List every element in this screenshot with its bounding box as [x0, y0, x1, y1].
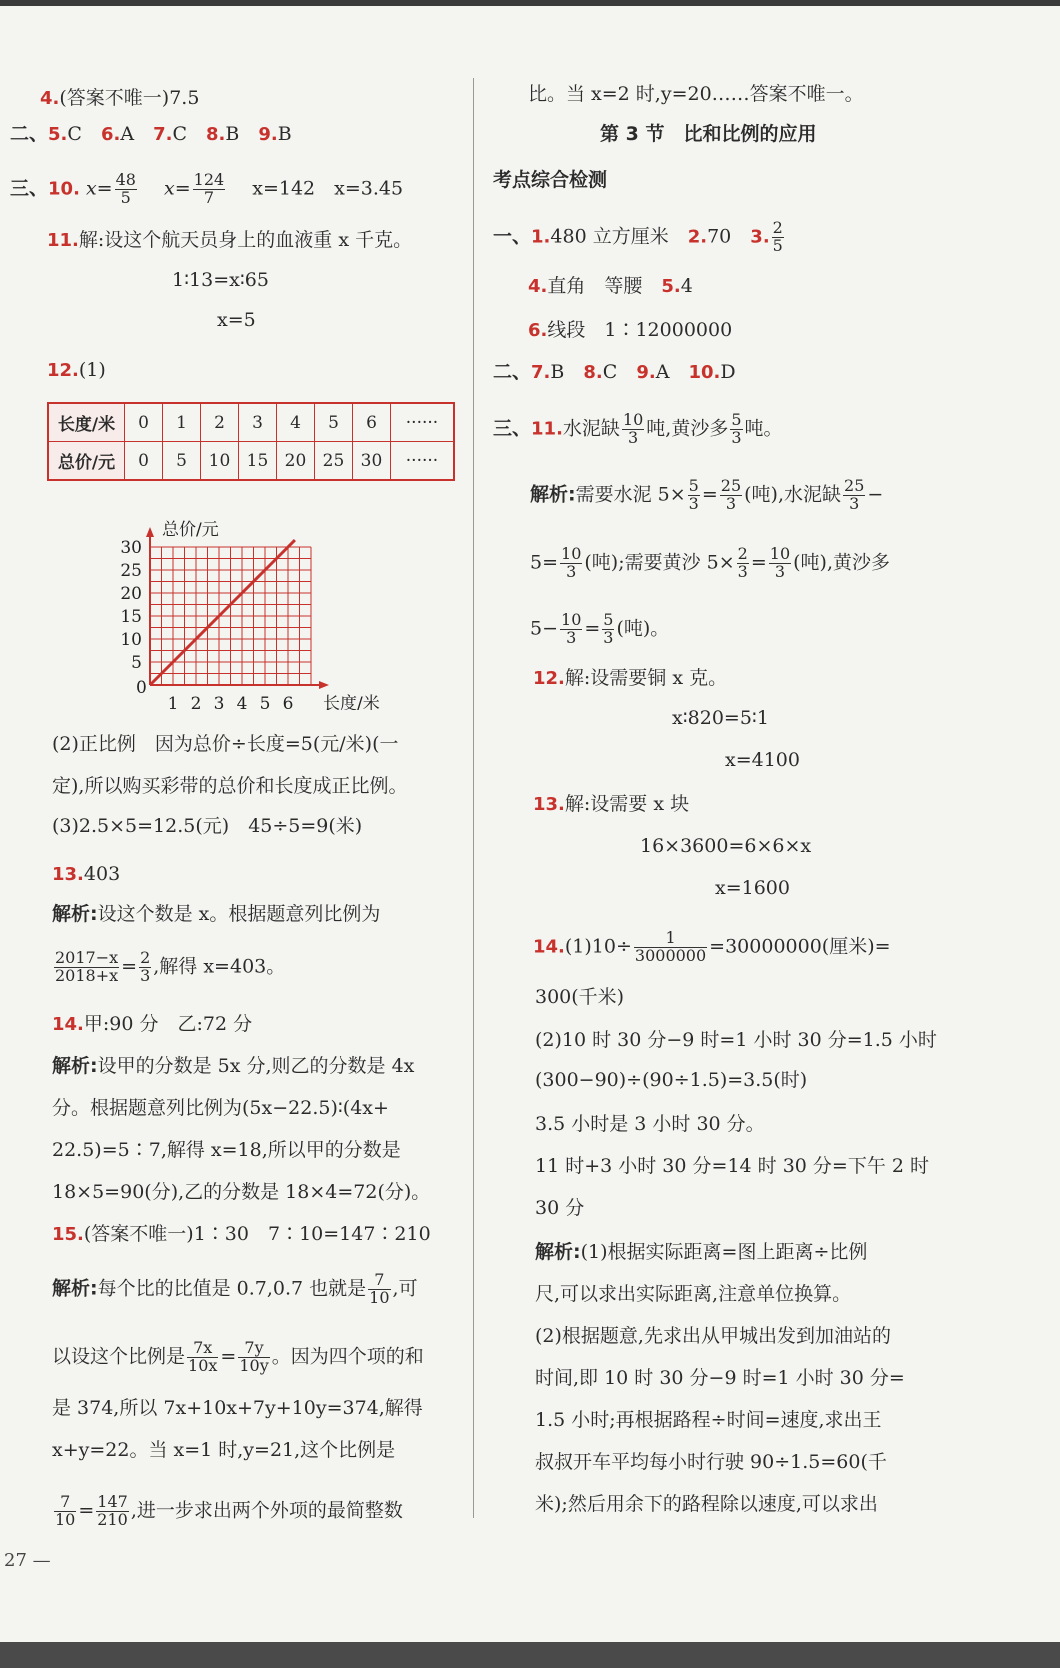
y-tick-label: 10 — [120, 630, 142, 650]
left-q13-formula: $\frac{2017-x}{2018+x}$ = $\frac{2}{3}$ ,解得 x=403。 — [55, 948, 286, 985]
scan-edge-bottom — [0, 1642, 1060, 1668]
right-q11-explain-2: 5= $\frac{10}{3}$ (吨);需要黄沙 5× $\frac{2}{3}$ = $\frac{10}{3}$ (吨),黄沙多 — [530, 544, 890, 581]
left-q14-explain-2: 分。根据题意列比例为(5x−22.5)∶(4x+ — [52, 1097, 389, 1119]
table-row — [48, 442, 454, 481]
left-q15: 15.(答案不唯一)1∶30 7∶10=147∶210 — [52, 1223, 431, 1245]
right-q14-line1: 14.(1)10÷ $\frac{1}{3000000}$ =30000000(厘米)= — [533, 928, 891, 965]
left-q15-explain-1: 解析:每个比的比值是 0.7,0.7 也就是 $\frac{7}{10}$ ,可 — [52, 1270, 418, 1307]
right-section-1-line1: 一、1.480 立方厘米 2.70 3. $\frac{2}{5}$ — [493, 218, 783, 255]
right-q11-explain-3: 5− $\frac{10}{3}$ = $\frac{5}{3}$ (吨)。 — [530, 610, 670, 647]
scan-edge-top — [0, 0, 1060, 6]
left-q15-explain-3: 是 374,所以 7x+10x+7y+10y=374,解得 — [52, 1397, 423, 1419]
data-series-line — [150, 540, 295, 685]
left-section-2: 二、5.C 6.A 7.C 8.B 9.B — [10, 123, 292, 145]
left-q13-explain: 解析:设这个数是 x。根据题意列比例为 — [52, 903, 381, 925]
table-cell: 4 — [277, 403, 315, 442]
table-cell: 25 — [315, 442, 353, 481]
x-tick-label: 4 — [236, 694, 248, 710]
right-section-2: 二、7.B 8.C 9.A 10.D — [493, 361, 736, 383]
right-q11-explain-1: 解析:需要水泥 5× $\frac{5}{3}$ = $\frac{25}{3}$ (吨),水泥缺 $\frac{25}{3}$ − — [530, 476, 884, 513]
section-title: 第 3 节 比和比例的应用 — [600, 123, 817, 145]
table-cell: 15 — [239, 442, 277, 481]
right-q14-explain-6: 叔叔开车平均每小时行驶 90÷1.5=60(千 — [535, 1451, 887, 1473]
table-header: 长度/米 — [48, 403, 125, 442]
y-axis-label: 总价/元 — [162, 520, 219, 540]
table-cell: 30 — [353, 442, 391, 481]
right-q14-line7: 30 分 — [535, 1197, 585, 1219]
y-tick-label: 30 — [120, 538, 142, 558]
right-q14-explain-3: (2)根据题意,先求出从甲城出发到加油站的 — [535, 1325, 891, 1347]
right-continuation: 比。当 x=2 时,y=20……答案不唯一。 — [528, 83, 864, 105]
right-q13-eq2: x=1600 — [715, 877, 790, 899]
table-cell: ······ — [391, 403, 455, 442]
left-q14-explain-3: 22.5)=5∶7,解得 x=18,所以甲的分数是 — [52, 1139, 401, 1161]
left-q14-explain-1: 解析:设甲的分数是 5x 分,则乙的分数是 4x — [52, 1055, 415, 1077]
right-q14-line6: 11 时+3 小时 30 分=14 时 30 分=下午 2 时 — [535, 1155, 930, 1177]
section-subtitle: 考点综合检测 — [493, 169, 608, 191]
left-q12-part2-line2: 定),所以购买彩带的总价和长度成正比例。 — [52, 775, 408, 797]
left-q14: 14.甲:90 分 乙:72 分 — [52, 1013, 253, 1035]
page-number: 27 — — [4, 1550, 51, 1571]
left-q15-explain-2: 以设这个比例是 $\frac{7x}{10x}$ = $\frac{7y}{10y}$ 。因为四个项的和 — [52, 1338, 424, 1375]
y-tick-label: 15 — [120, 607, 142, 627]
right-q14-explain-2: 尺,可以求出实际距离,注意单位换算。 — [535, 1283, 852, 1305]
table-row — [48, 403, 454, 442]
table-cell: 10 — [201, 442, 239, 481]
right-q14-explain-4: 时间,即 10 时 30 分−9 时=1 小时 30 分= — [535, 1367, 905, 1389]
left-q11-eq1: 1∶13=x∶65 — [172, 269, 269, 291]
x-tick-label: 5 — [259, 694, 271, 710]
right-q12-eq2: x=4100 — [725, 749, 800, 771]
x-tick-label: 3 — [213, 694, 225, 710]
x-tick-label: 0 — [136, 678, 147, 698]
table-cell: 0 — [125, 442, 163, 481]
table-cell: 6 — [353, 403, 391, 442]
left-q15-explain-4: x+y=22。当 x=1 时,y=21,这个比例是 — [52, 1439, 396, 1461]
y-tick-label: 25 — [120, 561, 142, 581]
y-tick-label: 20 — [120, 584, 142, 604]
right-q14-line3: (2)10 时 30 分−9 时=1 小时 30 分=1.5 小时 — [535, 1029, 937, 1051]
table-cell: 2 — [201, 403, 239, 442]
table-cell: 5 — [315, 403, 353, 442]
x-axis-label: 长度/米 — [323, 694, 380, 710]
right-q14-line5: 3.5 小时是 3 小时 30 分。 — [535, 1113, 765, 1135]
right-q14-explain-5: 1.5 小时;再根据路程÷时间=速度,求出王 — [535, 1409, 882, 1431]
table-cell: 20 — [277, 442, 315, 481]
right-q14-line2: 300(千米) — [535, 986, 625, 1008]
table-cell: 5 — [163, 442, 201, 481]
left-q12-part3: (3)2.5×5=12.5(元) 45÷5=9(米) — [52, 815, 363, 837]
right-q14-explain-7: 米);然后用余下的路程除以速度,可以求出 — [535, 1493, 878, 1515]
left-section-3-q10: 三、10. x= $\frac{48}{5}$ x= $\frac{124}{7}$ x=142 x=3.45 — [10, 170, 404, 207]
x-tick-label: 1 — [167, 694, 179, 710]
y-tick-label: 5 — [131, 653, 142, 673]
right-q12-eq1: x∶820=5∶1 — [672, 707, 769, 729]
table-cell: 3 — [239, 403, 277, 442]
price-table — [47, 402, 455, 481]
right-q14-explain-1: 解析:(1)根据实际距离=图上距离÷比例 — [535, 1241, 868, 1263]
price-length-chart — [120, 510, 410, 710]
right-q11: 三、11.水泥缺 $\frac{10}{3}$ 吨,黄沙多 $\frac{5}{3}$ 吨。 — [493, 410, 783, 447]
table-cell: 1 — [163, 403, 201, 442]
left-q11: 11.解:设这个航天员身上的血液重 x 千克。 — [47, 229, 413, 251]
x-axis-arrow — [319, 681, 329, 689]
x-tick-label: 2 — [190, 694, 202, 710]
right-q14-line4: (300−90)÷(90÷1.5)=3.5(时) — [535, 1069, 808, 1091]
right-section-1-line2: 4.直角 等腰 5.4 — [528, 275, 693, 297]
left-q4: 4.(答案不唯一)7.5 — [40, 87, 200, 109]
right-q13: 13.解:设需要 x 块 — [533, 793, 690, 815]
right-q13-eq1: 16×3600=6×6×x — [640, 835, 812, 857]
right-section-1-line3: 6.线段 1∶12000000 — [528, 319, 733, 341]
left-q14-explain-4: 18×5=90(分),乙的分数是 18×4=72(分)。 — [52, 1181, 431, 1203]
table-cell: 0 — [125, 403, 163, 442]
x-tick-label: 6 — [282, 694, 294, 710]
table-cell: ······ — [391, 442, 455, 481]
left-q15-explain-5: $\frac{7}{10}$ = $\frac{147}{210}$ ,进一步求出两个外项的最简整数 — [55, 1492, 403, 1529]
column-divider — [473, 78, 474, 1518]
table-header: 总价/元 — [48, 442, 125, 481]
left-q12-part2-line1: (2)正比例 因为总价÷长度=5(元/米)(一 — [52, 733, 399, 755]
y-axis-arrow — [146, 527, 154, 537]
left-q13: 13.403 — [52, 863, 121, 885]
left-q12: 12.(1) — [47, 359, 106, 381]
left-q11-eq2: x=5 — [217, 309, 256, 331]
right-q12: 12.解:设需要铜 x 克。 — [533, 667, 728, 689]
